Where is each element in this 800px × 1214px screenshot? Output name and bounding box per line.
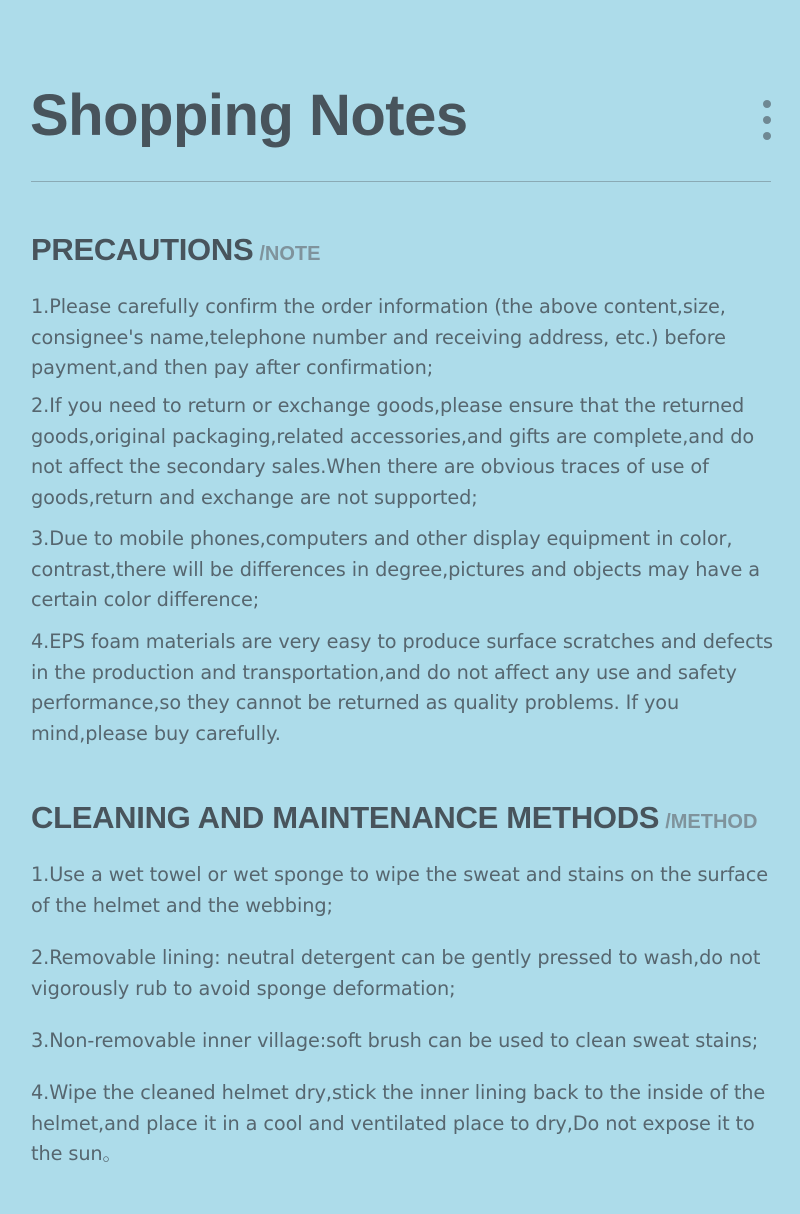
precautions-heading [31, 230, 320, 274]
page-title: Shopping Notes [30, 83, 468, 148]
menu-dot [763, 132, 771, 140]
header-divider [31, 181, 771, 182]
menu-dot [763, 116, 771, 124]
cleaning-item-2: 2.Removable lining: neutral detergent can be gently pressed to wash,do not vigorously rub to avoid sponge deformation; [31, 946, 761, 1000]
precautions-title: PRECAUTIONS [31, 232, 254, 267]
cleaning-item-1: 1.Use a wet towel or wet sponge to wipe the sweat and stains on the surface of the helmet and the webbing; [31, 863, 769, 917]
precaution-item-1: 1.Please carefully confirm the order information (the above content,size, consignee's name,telephone number and receiving address, etc.) before payment,and then pay after confirmation; [31, 295, 726, 379]
cleaning-item-3: 3.Non-removable inner village:soft brush can be used to clean sweat stains; [31, 1029, 759, 1052]
menu-dot [763, 100, 771, 108]
precautions-subtitle: /NOTE [259, 243, 321, 265]
precaution-item-4: 4.EPS foam materials are very easy to produce surface scratches and defects in the production and transportation,and do not affect any use and safety performance,so they cannot be returned as quality problems. If you mind,please buy carefully. [31, 630, 773, 745]
cleaning-heading [31, 798, 757, 842]
precaution-item-2: 2.If you need to return or exchange goods,please ensure that the returned goods,original packaging,related accessories,and gifts are complete,and do not affect the secondary sales.When there are obvious traces of use of goods,return and exchange are not supported; [31, 394, 755, 509]
cleaning-item-4: 4.Wipe the cleaned helmet dry,stick the inner lining back to the inside of the helmet,and place it in a cool and ventilated place to dry,Do not expose it to the sun。 [31, 1081, 766, 1165]
cleaning-subtitle: /METHOD [665, 811, 758, 833]
precaution-item-3: 3.Due to mobile phones,computers and other display equipment in color, contrast,there will be differences in degree,pictures and objects may have a certain color difference; [31, 527, 760, 611]
cleaning-title: CLEANING AND MAINTENANCE METHODS [31, 800, 660, 835]
more-vertical-icon[interactable] [758, 96, 776, 144]
